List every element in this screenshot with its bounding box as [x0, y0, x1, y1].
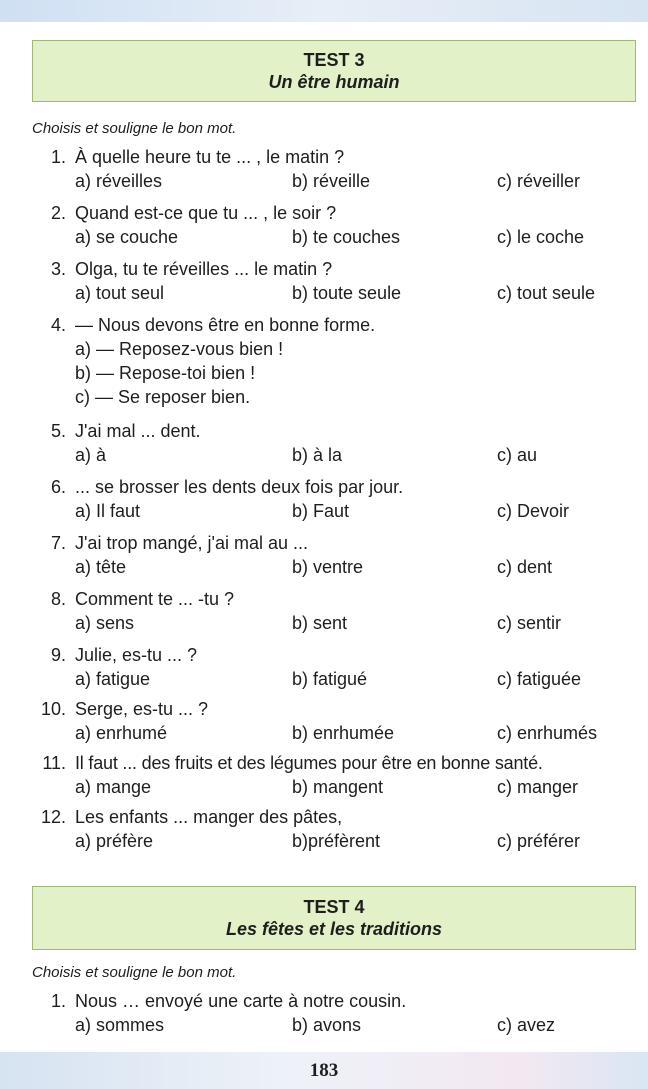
option-a[interactable]: a) — Reposez-vous bien !: [75, 339, 284, 359]
question-number: 10.: [40, 699, 66, 719]
option-a[interactable]: a) sens: [75, 613, 135, 633]
option-b[interactable]: b)préfèrent: [292, 831, 381, 851]
option-a[interactable]: a) enrhumé: [75, 723, 168, 743]
page-number: 183: [309, 1060, 339, 1081]
option-c[interactable]: c) — Se reposer bien.: [75, 387, 251, 407]
question-number: 5.: [50, 421, 66, 441]
option-c[interactable]: c) tout seule: [497, 283, 596, 303]
option-b[interactable]: b) te couches: [292, 227, 401, 247]
question-number: 2.: [50, 203, 66, 223]
option-a[interactable]: a) se couche: [75, 227, 179, 247]
question-text: Quand est-ce que tu ... , le soir ?: [75, 203, 337, 223]
option-b[interactable]: b) à la: [292, 445, 343, 465]
test4-subtitle: Les fêtes et les traditions: [225, 919, 443, 939]
question-number: 3.: [50, 259, 66, 279]
question-text: Il faut ... des fruits et des légumes pour être en bonne santé.: [75, 753, 543, 773]
test3-instruction: Choisis et souligne le bon mot.: [32, 120, 237, 137]
question-number: 11.: [42, 753, 66, 773]
question-text: Les enfants ... manger des pâtes,: [75, 807, 343, 827]
question-number: 12.: [40, 807, 66, 827]
option-c[interactable]: c) manger: [497, 777, 579, 797]
question-text: ... se brosser les dents deux fois par jour.: [75, 477, 404, 497]
question-text: Olga, tu te réveilles ... le matin ?: [75, 259, 333, 279]
test3-subtitle: Un être humain: [268, 72, 400, 92]
question-text: Julie, es-tu ... ?: [75, 645, 198, 665]
option-a[interactable]: a) fatigue: [75, 669, 151, 689]
option-a[interactable]: a) à: [75, 445, 107, 465]
option-a[interactable]: a) Il faut: [75, 501, 141, 521]
option-b[interactable]: b) ventre: [292, 557, 364, 577]
question-text: À quelle heure tu te ... , le matin ?: [75, 147, 345, 167]
option-c[interactable]: c) réveiller: [497, 171, 581, 191]
test4-title: TEST 4: [303, 897, 365, 917]
option-a[interactable]: a) réveilles: [75, 171, 163, 191]
question-text: J'ai trop mangé, j'ai mal au ...: [75, 533, 308, 553]
question-text: Serge, es-tu ... ?: [75, 699, 209, 719]
option-b[interactable]: b) réveille: [292, 171, 371, 191]
question-number: 1.: [50, 147, 66, 167]
question-number: 8.: [50, 589, 66, 609]
option-a[interactable]: a) mange: [75, 777, 152, 797]
option-b[interactable]: b) fatigué: [292, 669, 368, 689]
test4-header: [32, 886, 636, 950]
option-b[interactable]: b) sent: [292, 613, 348, 633]
question-text: Nous … envoyé une carte à notre cousin.: [75, 991, 407, 1011]
option-a[interactable]: a) tête: [75, 557, 127, 577]
option-b[interactable]: b) Faut: [292, 501, 350, 521]
option-b[interactable]: b) enrhumée: [292, 723, 395, 743]
question-number: 6.: [50, 477, 66, 497]
option-c[interactable]: c) enrhumés: [497, 723, 598, 743]
question-number: 9.: [50, 645, 66, 665]
option-b[interactable]: b) toute seule: [292, 283, 402, 303]
option-c[interactable]: c) dent: [497, 557, 553, 577]
option-c[interactable]: c) au: [497, 445, 538, 465]
question-number: 4.: [50, 315, 66, 335]
question-number: 7.: [50, 533, 66, 553]
option-b[interactable]: b) — Repose-toi bien !: [75, 363, 256, 383]
option-c[interactable]: c) préférer: [497, 831, 581, 851]
option-a[interactable]: a) sommes: [75, 1015, 165, 1035]
option-c[interactable]: c) sentir: [497, 613, 562, 633]
option-c[interactable]: c) fatiguée: [497, 669, 582, 689]
question-text: — Nous devons être en bonne forme.: [75, 315, 376, 335]
option-a[interactable]: a) tout seul: [75, 283, 165, 303]
question-number: 1.: [50, 991, 66, 1011]
test3-header: [32, 40, 636, 102]
test3-title: TEST 3: [303, 50, 365, 70]
option-b[interactable]: b) mangent: [292, 777, 384, 797]
question-text: J'ai mal ... dent.: [75, 421, 201, 441]
test4-instruction: Choisis et souligne le bon mot.: [32, 964, 237, 981]
option-b[interactable]: b) avons: [292, 1015, 362, 1035]
option-c[interactable]: c) le coche: [497, 227, 585, 247]
option-c[interactable]: c) avez: [497, 1015, 556, 1035]
top-decorative-strip: [0, 0, 648, 22]
option-c[interactable]: c) Devoir: [497, 501, 570, 521]
option-a[interactable]: a) préfère: [75, 831, 154, 851]
question-text: Comment te ... -tu ?: [75, 589, 235, 609]
